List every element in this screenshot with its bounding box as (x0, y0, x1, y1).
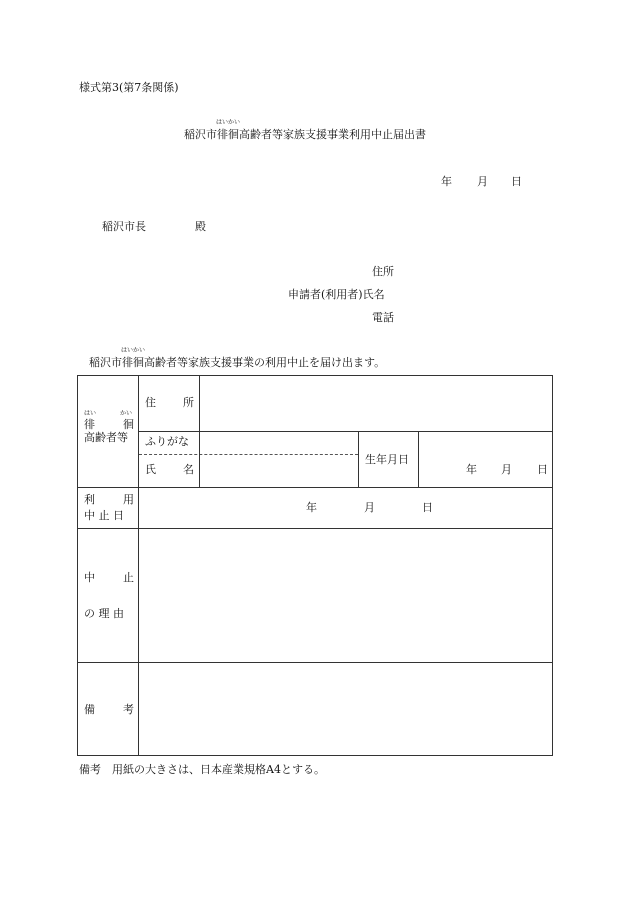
birthdate-year: 年 (466, 463, 477, 476)
stop-date-year: 年 (306, 501, 317, 514)
remarks-label-char-2: 考 (123, 703, 134, 716)
grid-line (78, 662, 552, 663)
applicant-phone-label: 電話 (372, 311, 394, 324)
person-ruby-hai: はい (84, 410, 97, 417)
furigana-field[interactable] (200, 432, 357, 453)
person-label-char-2: 徊 (123, 418, 134, 431)
stop-date-day: 日 (422, 501, 433, 514)
date-day-label: 日 (511, 175, 522, 188)
applicant-name-label: 申請者(利用者)氏名 (288, 288, 385, 301)
reason-field[interactable] (140, 530, 550, 660)
person-label-char-1: 徘 (84, 418, 95, 431)
name-label-char-2: 名 (183, 463, 194, 476)
applicant-address-label: 住所 (372, 265, 394, 278)
name-label-char-1: 氏 (145, 463, 156, 476)
addressee-name: 稲沢市長 (102, 220, 146, 233)
grid-line (78, 528, 552, 529)
person-label-line2: 高齢者等 (84, 431, 128, 444)
birthdate-day: 日 (537, 463, 548, 476)
stop-date-label-char-1: 利 (84, 493, 95, 506)
address-label-char-2: 所 (183, 396, 194, 409)
addressee-honorific: 殿 (195, 220, 206, 233)
grid-line (138, 376, 139, 755)
birthdate-label: 生年月日 (365, 453, 409, 466)
remarks-field[interactable] (140, 664, 550, 754)
intro-statement: 稲沢市徘徊高齢者等家族支援事業の利用中止を届け出ます。 (89, 356, 386, 369)
grid-line (418, 431, 419, 487)
document-title: 稲沢市徘徊高齢者等家族支援事業利用中止届出書 (184, 128, 426, 141)
reason-label-char-1: 中 (84, 571, 95, 584)
date-month-label: 月 (477, 175, 488, 188)
stop-date-label-line2: 中 止 日 (84, 509, 124, 522)
reason-label-line2: の 理 由 (84, 607, 124, 620)
form-number: 様式第3(第7条関係) (79, 81, 179, 94)
grid-line (358, 431, 359, 487)
remarks-label-char-1: 備 (84, 703, 95, 716)
reason-label-char-2: 止 (123, 571, 134, 584)
grid-line (78, 487, 552, 488)
birthdate-month: 月 (501, 463, 512, 476)
person-address-field[interactable] (200, 377, 550, 430)
person-ruby-kai: かい (120, 410, 133, 417)
furigana-label: ふりがな (145, 435, 189, 448)
stop-date-month: 月 (364, 501, 375, 514)
name-field[interactable] (200, 455, 357, 486)
title-ruby: はいかい (216, 119, 241, 126)
intro-ruby: はいかい (121, 347, 146, 354)
date-year-label: 年 (441, 175, 452, 188)
footnote: 備考 用紙の大きさは、日本産業規格A4とする。 (79, 763, 325, 776)
address-label-char-1: 住 (145, 396, 156, 409)
stop-date-label-char-2: 用 (123, 493, 134, 506)
